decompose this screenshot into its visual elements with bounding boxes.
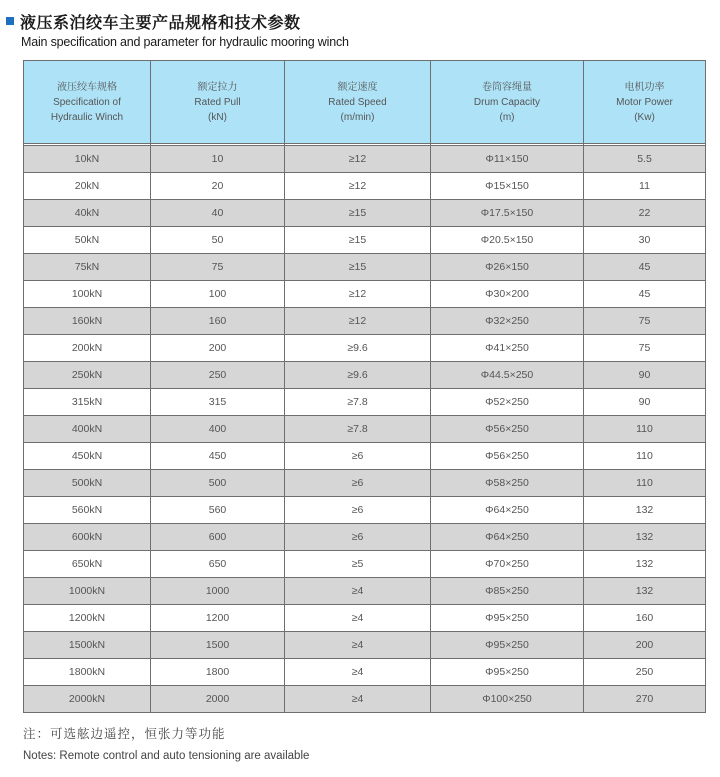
cell-motor-power: 270 [584,686,706,713]
column-header-en: Specification of [53,96,121,108]
column-header-en: Drum Capacity [473,96,541,108]
cell-specification: 2000kN [24,686,151,713]
cell-specification: 100kN [24,281,151,308]
cell-specification: 20kN [24,173,151,200]
cell-rated-pull: 600 [151,524,285,551]
cell-specification: 400kN [24,416,151,443]
title-english: Main specification and parameter for hydraulic mooring winch [21,35,349,49]
cell-drum-capacity: Φ52×250 [431,389,584,416]
cell-motor-power: 75 [584,308,706,335]
table-row [24,146,706,173]
cell-motor-power: 200 [584,632,706,659]
cell-rated-pull: 40 [151,200,285,227]
table-row [24,227,706,254]
cell-motor-power: 250 [584,659,706,686]
cell-specification: 450kN [24,443,151,470]
cell-motor-power: 90 [584,389,706,416]
column-header-unit: (m/min) [340,111,375,123]
cell-drum-capacity: Φ70×250 [431,551,584,578]
cell-rated-speed: ≥12 [285,308,431,335]
cell-rated-speed: ≥15 [285,227,431,254]
cell-drum-capacity: Φ100×250 [431,686,584,713]
table-row [24,578,706,605]
table-row [24,686,706,713]
cell-motor-power: 132 [584,497,706,524]
cell-motor-power: 90 [584,362,706,389]
cell-specification: 315kN [24,389,151,416]
page-header [6,10,706,49]
cell-rated-speed: ≥12 [285,281,431,308]
cell-specification: 1800kN [24,659,151,686]
table-row [24,254,706,281]
cell-specification: 500kN [24,470,151,497]
cell-specification: 600kN [24,524,151,551]
column-header-unit: (kN) [208,111,227,123]
cell-drum-capacity: Φ30×200 [431,281,584,308]
cell-motor-power: 75 [584,335,706,362]
cell-drum-capacity: Φ95×250 [431,605,584,632]
cell-rated-speed: ≥6 [285,470,431,497]
cell-rated-speed: ≥4 [285,578,431,605]
note-english: Notes: Remote control and auto tensioning are available [23,750,310,762]
cell-rated-pull: 200 [151,335,285,362]
column-header-en: Rated Pull [194,96,241,108]
column-header-en: Hydraulic Winch [50,111,124,123]
table-row [24,443,706,470]
column-header-en: Motor Power [616,96,673,108]
cell-rated-speed: ≥4 [285,605,431,632]
table-row [24,308,706,335]
cell-motor-power: 22 [584,200,706,227]
cell-specification: 50kN [24,227,151,254]
column-header-unit: (m) [499,111,515,123]
table-row [24,389,706,416]
cell-rated-speed: ≥9.6 [285,362,431,389]
cell-rated-pull: 1200 [151,605,285,632]
column-header-cn: 电机功率 [624,81,665,93]
cell-specification: 10kN [24,146,151,173]
cell-rated-pull: 250 [151,362,285,389]
table-row [24,281,706,308]
cell-motor-power: 30 [584,227,706,254]
specification-table [23,60,706,713]
cell-motor-power: 110 [584,443,706,470]
cell-specification: 560kN [24,497,151,524]
cell-drum-capacity: Φ85×250 [431,578,584,605]
cell-motor-power: 45 [584,254,706,281]
cell-rated-pull: 50 [151,227,285,254]
cell-drum-capacity: Φ15×150 [431,173,584,200]
cell-rated-pull: 450 [151,443,285,470]
cell-motor-power: 132 [584,578,706,605]
column-header-unit: (Kw) [634,111,655,123]
cell-rated-pull: 500 [151,470,285,497]
table-body [24,146,706,713]
table-row [24,551,706,578]
table-row [24,470,706,497]
cell-motor-power: 132 [584,524,706,551]
cell-rated-pull: 1800 [151,659,285,686]
cell-rated-speed: ≥9.6 [285,335,431,362]
cell-rated-speed: ≥4 [285,632,431,659]
cell-rated-pull: 1500 [151,632,285,659]
cell-rated-pull: 560 [151,497,285,524]
cell-rated-speed: ≥12 [285,173,431,200]
cell-rated-pull: 10 [151,146,285,173]
cell-specification: 40kN [24,200,151,227]
cell-rated-speed: ≥12 [285,146,431,173]
cell-rated-speed: ≥6 [285,443,431,470]
cell-motor-power: 11 [584,173,706,200]
column-header-en: Rated Speed [328,96,387,108]
column-header-cn: 液压绞车规格 [57,81,117,93]
table-row [24,173,706,200]
cell-rated-speed: ≥4 [285,659,431,686]
cell-drum-capacity: Φ64×250 [431,524,584,551]
column-header-rated-pull [151,61,285,144]
column-header-cn: 卷筒容绳量 [482,81,532,93]
column-header-rated-speed [285,61,431,144]
table-row [24,200,706,227]
cell-motor-power: 132 [584,551,706,578]
cell-specification: 1500kN [24,632,151,659]
table-row [24,416,706,443]
square-bullet-icon [6,17,14,25]
title-row [6,10,706,32]
cell-drum-capacity: Φ56×250 [431,443,584,470]
column-header-cn: 额定拉力 [197,81,238,93]
table-row [24,362,706,389]
cell-drum-capacity: Φ20.5×150 [431,227,584,254]
column-header-specification [24,61,151,144]
column-header-drum-capacity [431,61,584,144]
table-row [24,497,706,524]
cell-rated-speed: ≥6 [285,524,431,551]
cell-motor-power: 5.5 [584,146,706,173]
column-header-cn: 额定速度 [337,81,378,93]
cell-drum-capacity: Φ26×150 [431,254,584,281]
cell-specification: 1000kN [24,578,151,605]
column-header-motor-power [584,61,706,144]
cell-specification: 1200kN [24,605,151,632]
cell-drum-capacity: Φ56×250 [431,416,584,443]
cell-rated-pull: 400 [151,416,285,443]
cell-rated-pull: 100 [151,281,285,308]
cell-drum-capacity: Φ41×250 [431,335,584,362]
cell-rated-pull: 160 [151,308,285,335]
cell-specification: 200kN [24,335,151,362]
cell-rated-speed: ≥4 [285,686,431,713]
cell-rated-pull: 650 [151,551,285,578]
cell-drum-capacity: Φ44.5×250 [431,362,584,389]
cell-rated-speed: ≥7.8 [285,416,431,443]
cell-rated-speed: ≥15 [285,254,431,281]
cell-rated-speed: ≥5 [285,551,431,578]
cell-specification: 250kN [24,362,151,389]
cell-rated-pull: 75 [151,254,285,281]
table-row [24,524,706,551]
table-header-row [24,61,706,144]
cell-motor-power: 110 [584,470,706,497]
cell-drum-capacity: Φ64×250 [431,497,584,524]
note-chinese: 注：可选舷边遥控，恒张力等功能 [23,726,226,741]
table-row [24,605,706,632]
cell-drum-capacity: Φ95×250 [431,659,584,686]
cell-drum-capacity: Φ11×150 [431,146,584,173]
cell-motor-power: 160 [584,605,706,632]
cell-rated-speed: ≥7.8 [285,389,431,416]
cell-specification: 160kN [24,308,151,335]
cell-drum-capacity: Φ58×250 [431,470,584,497]
table-row [24,632,706,659]
table-row [24,659,706,686]
cell-rated-pull: 2000 [151,686,285,713]
cell-rated-pull: 315 [151,389,285,416]
cell-motor-power: 110 [584,416,706,443]
table-row [24,335,706,362]
cell-motor-power: 45 [584,281,706,308]
cell-drum-capacity: Φ32×250 [431,308,584,335]
cell-specification: 75kN [24,254,151,281]
cell-drum-capacity: Φ95×250 [431,632,584,659]
cell-rated-pull: 1000 [151,578,285,605]
cell-drum-capacity: Φ17.5×150 [431,200,584,227]
title-chinese: 液压系泊绞车主要产品规格和技术参数 [20,12,301,32]
cell-rated-speed: ≥15 [285,200,431,227]
cell-rated-pull: 20 [151,173,285,200]
cell-rated-speed: ≥6 [285,497,431,524]
cell-specification: 650kN [24,551,151,578]
